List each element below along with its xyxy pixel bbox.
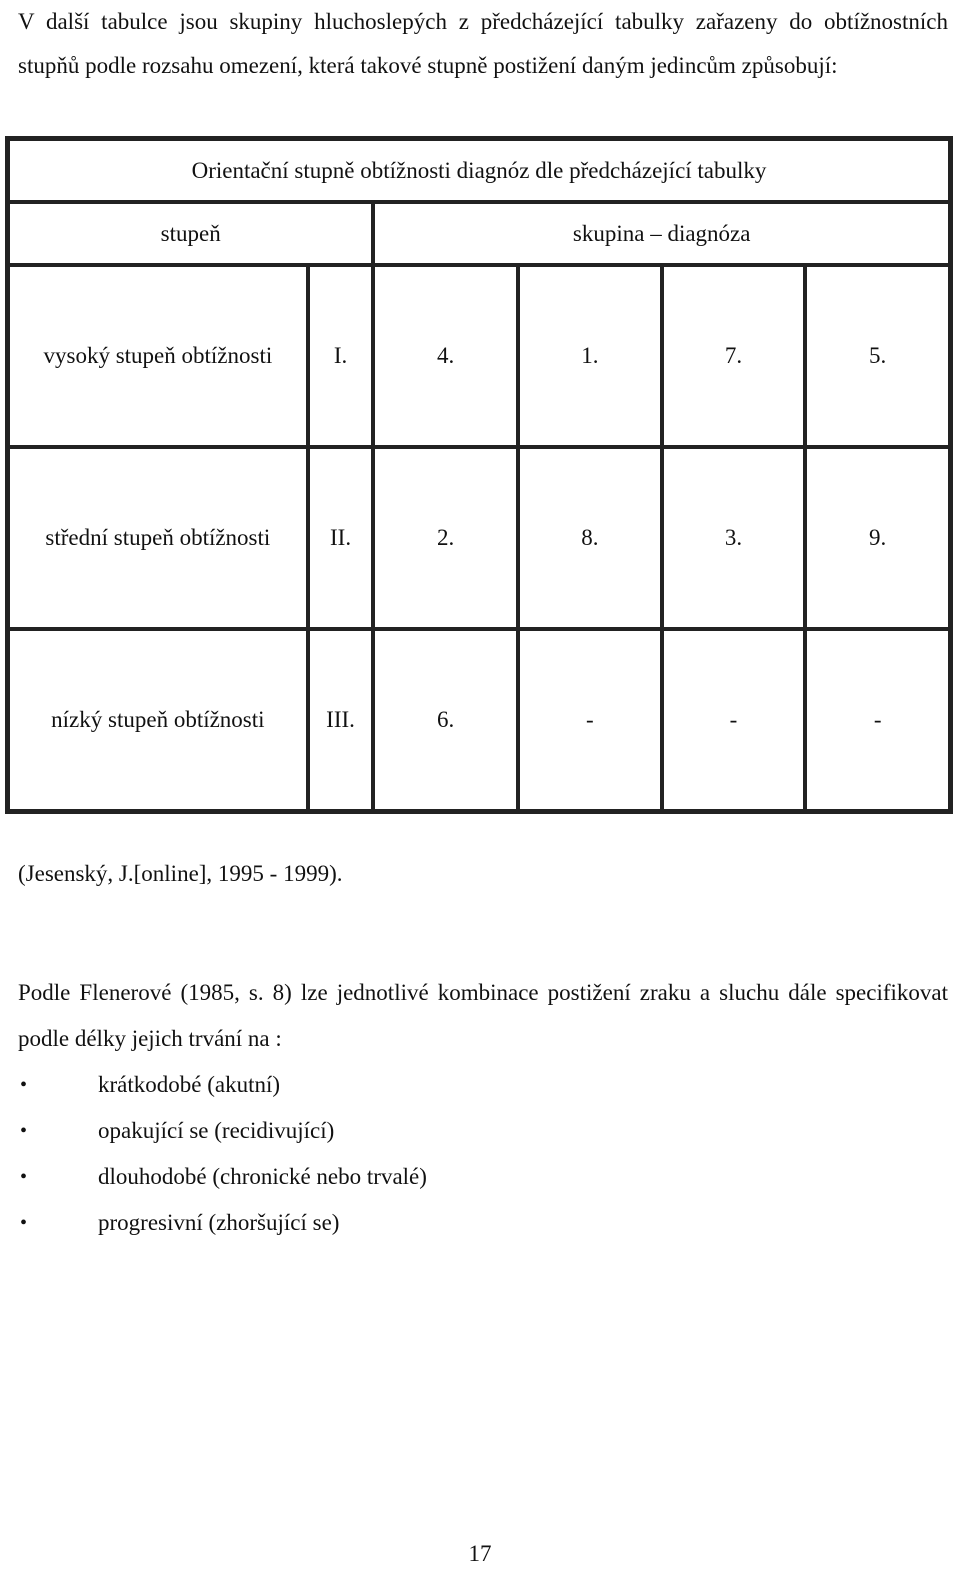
bullet-icon: •	[20, 1120, 28, 1142]
group-cell: 8.	[518, 447, 662, 629]
table-row	[8, 265, 950, 447]
list-item-text: dlouhodobé (chronické nebo trvalé)	[98, 1164, 427, 1189]
list-item-text: progresivní (zhoršující se)	[98, 1210, 340, 1235]
group-cell: 2.	[373, 447, 518, 629]
table-citation: (Jesenský, J.[online], 1995 - 1999).	[18, 861, 343, 886]
group-cell: 4.	[373, 265, 518, 447]
group-cell: -	[518, 629, 662, 811]
list-item	[18, 1062, 427, 1108]
header-stupen: stupeň	[8, 202, 373, 265]
intro-paragraph: V další tabulce jsou skupiny hluchoslepých z předcházející tabulky zařazeny do obtížnostních stupňů podle rozsahu omezení, která takové stupně postižení daným jedincům způsobují:	[18, 9, 948, 78]
group-cell: -	[805, 629, 950, 811]
bullet-icon: •	[20, 1212, 28, 1234]
list-item	[18, 1108, 427, 1154]
level-name: nízký stupeň obtížnosti	[8, 629, 308, 811]
difficulty-table-grid	[5, 136, 953, 814]
level-name: vysoký stupeň obtížnosti	[8, 265, 308, 447]
table-title: Orientační stupně obtížnosti diagnóz dle předcházející tabulky	[8, 139, 950, 202]
duration-paragraph: Podle Flenerové (1985, s. 8) lze jednotlivé kombinace postižení zraku a sluchu dále specifikovat podle délky jejich trvání na :	[18, 980, 948, 1051]
grade-roman: III.	[308, 629, 374, 811]
table-title-row	[8, 139, 950, 202]
list-item	[18, 1200, 427, 1246]
table-header-row	[8, 202, 950, 265]
header-skupina-diagnoza: skupina – diagnóza	[373, 202, 950, 265]
list-item-text: opakující se (recidivující)	[98, 1118, 335, 1143]
bullet-icon: •	[20, 1074, 28, 1096]
table-row	[8, 447, 950, 629]
duration-list	[18, 1062, 427, 1246]
level-name: střední stupeň obtížnosti	[8, 447, 308, 629]
list-item-text: krátkodobé (akutní)	[98, 1072, 281, 1097]
grade-roman: II.	[308, 447, 374, 629]
group-cell: -	[662, 629, 806, 811]
bullet-icon: •	[20, 1166, 28, 1188]
table-row	[8, 629, 950, 811]
group-cell: 9.	[805, 447, 950, 629]
group-cell: 7.	[662, 265, 806, 447]
grade-roman: I.	[308, 265, 374, 447]
group-cell: 6.	[373, 629, 518, 811]
list-item	[18, 1154, 427, 1200]
group-cell: 5.	[805, 265, 950, 447]
page-number: 17	[468, 1541, 492, 1566]
group-cell: 3.	[662, 447, 806, 629]
group-cell: 1.	[518, 265, 662, 447]
